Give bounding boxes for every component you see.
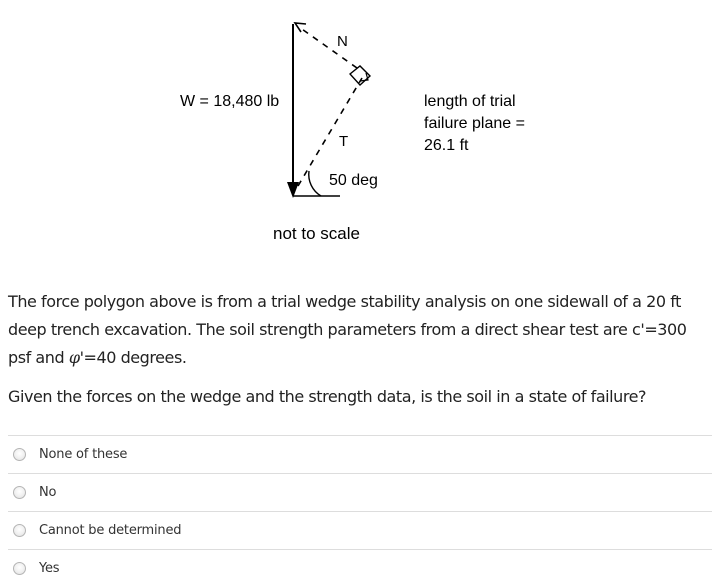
plane-length-line3: 26.1 ft [424,137,469,154]
weight-label: W = 18,480 lb [180,93,280,110]
radio-button[interactable] [13,486,26,499]
force-polygon-drawing [0,0,716,260]
plane-length-line2: failure plane = [424,115,525,132]
question-paragraph-1-text: The force polygon above is from a trial wedge stability analysis on one sidewall of a 20 ft deep trench excavation. The soil strength parameters from a direct shear test are c'=300 psf and [8,292,687,367]
normal-force-label: N [337,33,348,50]
tangential-force-label: T [339,133,349,150]
option-none-of-these[interactable] [8,436,712,474]
radio-button[interactable] [13,524,26,537]
question-paragraph-1 [8,288,708,372]
option-yes[interactable] [8,550,712,587]
radio-button[interactable] [13,448,26,461]
angle-arc [309,171,321,196]
plane-length-line1: length of trial [424,93,516,110]
question-paragraph-2: Given the forces on the wedge and the strength data, is the soil in a state of failure? [8,387,647,406]
question-text [8,288,708,422]
phi-symbol: φ [68,348,80,367]
angle-label: 50 deg [329,172,378,189]
normal-vector [299,27,357,68]
option-cannot-be-determined[interactable] [8,512,712,550]
question-paragraph-1-end: '=40 degrees. [79,348,187,367]
option-label: Cannot be determined [39,523,182,538]
option-label: No [39,485,57,500]
answer-options [8,435,712,587]
option-no[interactable] [8,474,712,512]
force-polygon-figure [0,0,716,260]
radio-button[interactable] [13,562,26,575]
scale-note: not to scale [273,224,360,243]
option-label: Yes [39,561,60,576]
option-label: None of these [39,447,128,462]
